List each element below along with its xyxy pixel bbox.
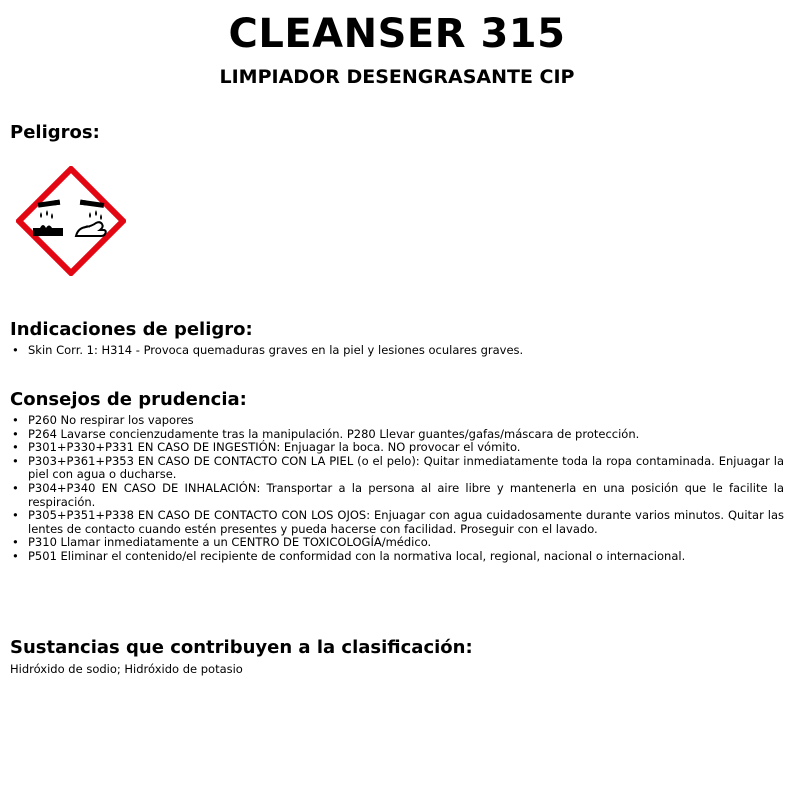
list-item: • P305+P351+P338 EN CASO DE CONTACTO CON LOS OJOS: Enjuagar con agua cuidadosamente durante varios minutos. Quitar las lentes de contacto cuando estén presentes y pueda hacerse con facilidad. Proseguir con el lavado. [10,509,784,536]
precautionary-statements-heading: Consejos de prudencia: [10,389,247,410]
substances-text: Hidróxido de sodio; Hidróxido de potasio [10,662,243,676]
list-item: • P264 Lavarse concienzudamente tras la manipulación. P280 Llevar guantes/gafas/máscara de protección. [10,428,784,442]
list-item: • P310 Llamar inmediatamente a un CENTRO DE TOXICOLOGÍA/médico. [10,536,784,550]
list-item: • Skin Corr. 1: H314 - Provoca quemaduras graves en la piel y lesiones oculares graves. [10,344,784,358]
product-title: CLEANSER 315 [228,11,566,57]
precautionary-statements-list [10,414,784,564]
hazard-statements-heading: Indicaciones de peligro: [10,319,253,340]
hazard-statements-list [10,344,784,358]
list-item: • P301+P330+P331 EN CASO DE INGESTIÓN: Enjuagar la boca. NO provocar el vómito. [10,441,784,455]
product-subtitle: LIMPIADOR DESENGRASANTE CIP [219,66,575,88]
substances-heading: Sustancias que contribuyen a la clasificación: [10,637,473,658]
list-item: • P501 Eliminar el contenido/el recipiente de conformidad con la normativa local, regional, nacional o internacional. [10,550,784,564]
hazards-heading: Peligros: [10,122,100,143]
list-item: • P260 No respirar los vapores [10,414,784,428]
list-item: • P303+P361+P353 EN CASO DE CONTACTO CON LA PIEL (o el pelo): Quitar inmediatamente toda la ropa contaminada. Enjuagar la piel con agua o ducharse. [10,455,784,482]
ghs05-corrosion-icon [16,166,126,276]
list-item: • P304+P340 EN CASO DE INHALACIÓN: Transportar a la persona al aire libre y mantenerla en una posición que le facilite la respiración. [10,482,784,509]
